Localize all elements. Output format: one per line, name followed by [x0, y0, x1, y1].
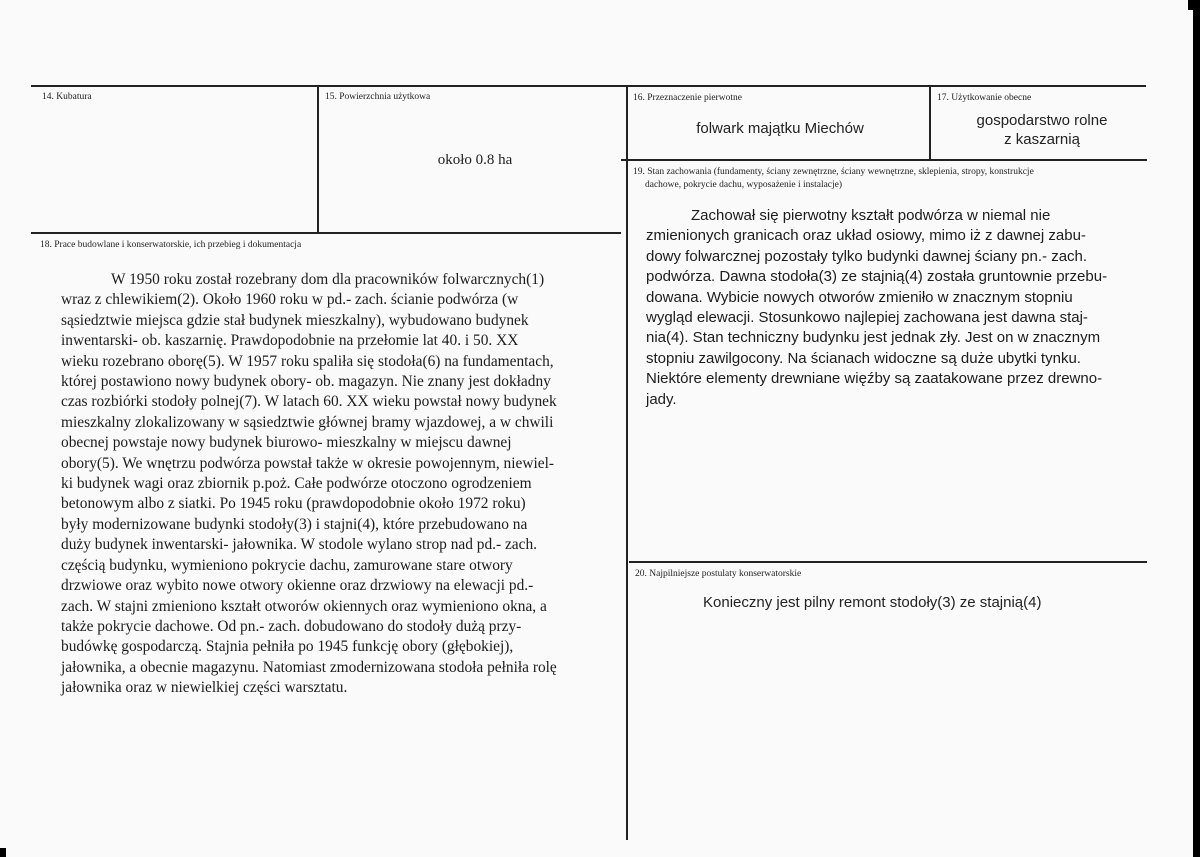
field-20-label: 20. Najpilniejsze postulaty konserwatorskie — [635, 569, 802, 579]
field-15-value: około 0.8 ha — [437, 152, 513, 168]
field-18-line: wraz z chlewikiem(2). Około 1960 roku w pd.- zach. ścianie podwórza (w — [61, 291, 519, 309]
field-19-line: stopniu zawilgocony. Na ścianach widoczne są duże ubytki tynku. — [646, 349, 1081, 367]
rule-right-lower — [629, 561, 1147, 563]
field-19-line: dowana. Wybicie nowych otworów zmieniło w znacznym stopniu — [646, 288, 1073, 306]
field-17-value-line1: gospodarstwo rolne — [976, 112, 1108, 129]
field-18-line: ki budynek wagi oraz zbiornik p.poż. Całe podwórze otoczono ogrodzeniem — [61, 475, 532, 493]
field-18-line: betonowym albo z siatki. Po 1945 roku (prawdopodobnie około 1972 roku) — [61, 495, 526, 513]
field-19-line: podwórza. Dawna stodoła(3) ze stajnią(4) została gruntownie przebu- — [646, 268, 1108, 286]
field-19-line: dowy folwarcznej pozostały tylko budynki dawnej ściany pn.- zach. — [646, 247, 1088, 265]
field-19-line: jady. — [646, 390, 677, 408]
field-19-line: Zachował się pierwotny kształt podwórza w niemal nie — [691, 207, 1051, 224]
field-18-line: czas rozbiórki stodoły polnej(7). W latach 60. XX wieku powstał nowy budynek — [61, 393, 557, 411]
field-17-label: 17. Użytkowanie obecne — [937, 93, 1032, 103]
field-19-text — [646, 206, 1146, 410]
field-18-line: także pokrycie dachowe. Od pn.- zach. dobudowano do stodoły dużą przy- — [61, 617, 522, 635]
field-18-line: jałownika, a obecnie magazynu. Natomiast zmodernizowana stodoła pełniła rolę — [61, 658, 557, 676]
rule-v-center — [626, 85, 628, 840]
field-18-line: mieszkalny zlokalizowany w sąsiedztwie głównej bramy wjazdowej, a w chwili — [61, 413, 554, 431]
field-19-line: wygląd elewacji. Stosunkowo najlepiej zachowana jest dawna staj- — [646, 309, 1088, 327]
field-19-label-line2: dachowe, pokrycie dachu, wyposażenie i instalacje) — [645, 180, 843, 190]
field-15-label: 15. Powierzchnia użytkowa — [325, 92, 431, 102]
field-19-line: Niektóre elementy drewniane więźby są zaatakowane przez drewno- — [646, 370, 1103, 388]
field-18-line: obory(5). We wnętrzu podwórza powstał także w okresie powojennym, niewiel- — [61, 454, 554, 472]
field-18-line: sąsiedztwie miejsca gdzie stał budynek mieszkalny), wybudowano budynek — [61, 311, 529, 329]
rule-top — [31, 85, 1146, 87]
field-18-line: duży budynek inwentarski- jałownika. W stodole wylano strop nad pd.- zach. — [61, 536, 538, 554]
field-18-line: wieku rozebrano oborę(5). W 1957 roku spaliła się stodoła(6) na fundamentach, — [61, 352, 554, 370]
field-16-label: 16. Przeznaczenie pierwotne — [633, 93, 742, 103]
field-18-line: budówkę gospodarczą. Stajnia pełniła po 1945 funkcję obory (głębokiej), — [61, 638, 514, 656]
rule-v-uzytkowanie — [929, 85, 931, 160]
field-20-value: Konieczny jest pilny remont stodoły(3) ze stajnią(4) — [703, 594, 1042, 611]
field-18-line: jałownika oraz w niewielkiej części warsztatu. — [61, 679, 348, 697]
field-18-line: były modernizowane budynki stodoły(3) i stajni(4), które przebudowano na — [61, 515, 528, 533]
field-18-line: częścią budynku, wymieniono pokrycie dachu, zamurowane stare otwory — [61, 556, 513, 574]
field-18-line: W 1950 roku został rozebrany dom dla pracowników folwarcznych(1) — [111, 271, 545, 288]
field-18-line: drzwiowe oraz wybito nowe otwory okienne oraz drzwiowy na elewacji pd.- — [61, 577, 534, 595]
field-18-text — [61, 270, 621, 699]
field-17-value-line2: z kaszarnią — [1004, 131, 1080, 148]
field-19-line: zmienionych granicach oraz układ osiowy, mimo iż z dawnej zabu- — [646, 227, 1086, 245]
field-16-value: folwark majątku Miechów — [696, 120, 864, 137]
field-18-line: której postawiono nowy budynek obory- ob. magazyn. Nie znany jest dokładny — [61, 373, 551, 391]
field-18-label: 18. Prace budowlane i konserwatorskie, ich przebieg i dokumentacja — [40, 240, 302, 250]
scan-corner-top-right — [1188, 0, 1200, 10]
field-19-line: nia(4). Stan techniczny budynku jest jednak zły. Jest on w znacznym — [646, 329, 1101, 347]
field-19-label-line1: 19. Stan zachowania (fundamenty, ściany zewnętrzne, ściany wewnętrzne, sklepienia, stropy, konstrukcje — [633, 167, 1034, 177]
field-18-line: zach. W stajni zmieniono kształt otworów okiennych oraz wymieniono okna, a — [61, 597, 547, 615]
field-18-line: obecnej powstaje nowy budynek biurowo- mieszkalny w miejscu dawnej — [61, 434, 512, 452]
rule-left-mid — [31, 232, 621, 234]
rule-v-kubatura — [317, 85, 319, 233]
scan-corner-bottom-left — [0, 848, 6, 857]
field-14-label: 14. Kubatura — [42, 92, 92, 102]
rule-right-mid — [621, 159, 1147, 161]
scan-edge-right — [1193, 10, 1200, 857]
field-18-line: inwentarski- ob. kaszarnię. Prawdopodobnie na przełomie lat 40. i 50. XX — [61, 332, 519, 350]
